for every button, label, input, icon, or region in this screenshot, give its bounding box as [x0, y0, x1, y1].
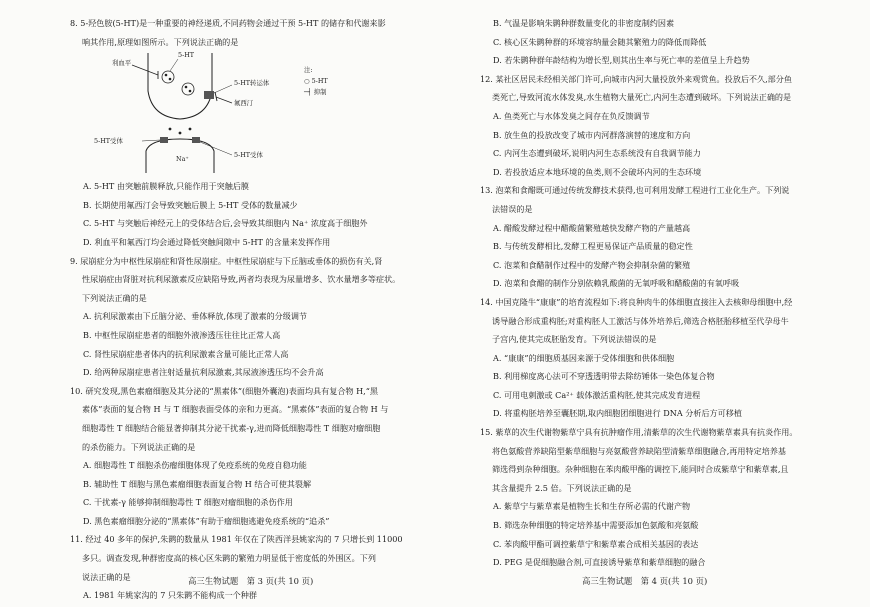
- question-text: 筛选得到杂种细胞。杂种细胞在苯肉酸甲酯的调控下,能同时合成紫草宁和紫草素,且: [492, 464, 789, 475]
- figure-label: 氟西汀: [234, 99, 254, 108]
- legend-item: ○ 5-HT: [304, 77, 328, 86]
- option: A. 细胞毒性 T 细胞杀伤瘤细胞体现了免疫系统的免疫自稳功能: [83, 460, 307, 471]
- option: C. 内河生态遭到破坏,说明内河生态系统没有自我调节能力: [493, 148, 701, 159]
- page-footer-left: 高三生物试题 第 3 页(共 10 页): [188, 576, 314, 586]
- option: B. 中枢性尿崩症患者的细胞外液渗透压往往比正常人高: [83, 329, 281, 340]
- question-text: 说法正确的是: [82, 571, 131, 582]
- option: B. 长期使用氟西汀会导致突触后膜上 5-HT 受体的数量减少: [83, 199, 298, 210]
- question-14: [480, 293, 832, 423]
- option: D. 给两种尿崩症患者注射适量抗利尿激素,其尿液渗透压均不会升高: [83, 367, 324, 378]
- option: D. 将重构胚培养至囊胚期,取内细胞团细胞进行 DNA 分析后方可移植: [493, 408, 742, 419]
- question-9: [70, 252, 422, 382]
- question-text: 将色氨酸营养缺陷型紫草细胞与亮氨酸营养缺陷型清紫草细胞融合,再用特定培养基: [492, 445, 786, 456]
- question-text: 素体”表面的复合物 H 与 T 细胞表面受体的亲和力更高。“黑素体”表面的复合物 H 与: [82, 404, 389, 415]
- option: B. 放生鱼的投放改变了城市内河群落演替的速度和方向: [493, 129, 691, 140]
- option: A. 抗利尿激素由下丘脑分泌、垂体释放,体现了激素的分级调节: [83, 311, 308, 322]
- option: A. 紫草宁与紫草素是植物生长和生存所必需的代谢产物: [493, 501, 691, 512]
- question-text: 子宫内,使其完成胚胎发育。下列说法错误的是: [492, 334, 657, 345]
- option: D. PEG 是促细胞融合剂,可直接诱导紫草和紫草细胞的融合: [493, 557, 706, 568]
- option: C. 核心区朱鹮种群的环境容纳量会随其繁殖力的降低而降低: [493, 36, 707, 47]
- question-text: 10. 研究发现,黑色素瘤细胞及其分泌的“黑素体”(细胞外囊泡)表面均具有复合物 H,“黑: [70, 385, 378, 396]
- question-text: 下列说法正确的是: [82, 292, 147, 303]
- option: C. 5-HT 与突触后神经元上的受体结合后,会导致其细胞内 Na⁺ 浓度高于细胞外: [83, 218, 368, 229]
- option: A. 醋酸发酵过程中醋酸菌繁殖越快发酵产物的产量越高: [493, 222, 691, 233]
- synapse-diagram: [94, 51, 420, 177]
- figure-label: 利血平: [112, 59, 132, 68]
- question-10: [70, 382, 422, 531]
- legend-item: ─┤ 抑制: [304, 88, 327, 97]
- option: B. 筛选杂种细胞的特定培养基中需要添加色氨酸和亮氨酸: [493, 520, 699, 531]
- option: D. 利血平和氟西汀均会通过降低突触间隙中 5-HT 的含量来发挥作用: [83, 236, 331, 247]
- option: D. 若朱鹮种群年龄结构为增长型,则其出生率与死亡率的差值呈上升趋势: [493, 55, 750, 66]
- question-text: 15. 紫草的次生代谢物紫草宁具有抗肿瘤作用,清紫草的次生代谢物紫草素具有抗炎作用。: [480, 427, 798, 438]
- right-page-column: [480, 14, 832, 572]
- question-text: 响其作用,原理如图所示。下列说法正确的是: [82, 36, 239, 47]
- question-text: 法错误的是: [492, 203, 533, 214]
- option: A. 鱼类死亡与水体发臭之间存在负反馈调节: [493, 110, 650, 121]
- figure-label: Na⁺: [176, 155, 189, 164]
- option: C. 泡菜和食醋制作过程中的发酵产物会抑制杂菌的繁殖: [493, 259, 691, 270]
- question-12: [480, 70, 832, 182]
- question-text: 多只。调查发现,种群密度高的核心区朱鹮的繁殖力明显低于密度低的外围区。下列: [82, 553, 376, 564]
- question-8: [70, 14, 422, 252]
- option: A. 5-HT 由突触前膜释放,只能作用于突触后膜: [83, 181, 249, 192]
- question-15: [480, 423, 832, 572]
- figure-legend: [304, 65, 328, 98]
- question-text: 13. 泡菜和食醋既可通过传统发酵技术获得,也可利用发酵工程进行工业化生产。下列说: [480, 185, 790, 196]
- option: B. 利用梯度离心法可不穿透透明带去除纺锤体一染色体复合物: [493, 371, 715, 382]
- question-text: 性尿崩症由肾脏对抗利尿激素反应缺陷导致,两者均表现为尿量增多、饮水量增多等症状。: [82, 274, 401, 285]
- question-text: 诱导融合形成重构胚;对重构胚人工激活与体外培养后,筛选合格胚胎移植至代孕母牛: [492, 315, 789, 326]
- left-page-column: [70, 14, 422, 605]
- figure-label: 5-HT转运体: [234, 79, 270, 88]
- option: D. 若投放适应本地环境的鱼类,则不会破坏内河的生态环境: [493, 166, 702, 177]
- option: D. 黑色素瘤细胞分泌的“黑素体”有助于瘤细胞逃避免疫系统的“追杀”: [83, 515, 330, 526]
- question-11-continued: [480, 14, 832, 70]
- option: C. 苯肉酸甲酯可调控紫草宁和紫草素合成相关基因的表达: [493, 538, 699, 549]
- option: B. 与传统发酵相比,发酵工程更易保证产品质量的稳定性: [493, 241, 693, 252]
- option: C. 干扰素-γ 能够抑制细胞毒性 T 细胞对瘤细胞的杀伤作用: [83, 497, 293, 508]
- question-text: 8. 5-羟色胺(5-HT)是一种重要的神经递质,不同药物会通过干预 5-HT 的储存和代谢来影: [70, 18, 386, 28]
- figure-label: 5-HT受体: [94, 137, 123, 146]
- question-11: [70, 530, 422, 604]
- question-text: 14. 中国克隆牛“康康”的培育流程如下:将良种肉牛的体细胞直接注入去核卵母细胞中,经: [480, 296, 793, 307]
- option: C. 肾性尿崩症患者体内的抗利尿激素含量可能比正常人高: [83, 348, 289, 359]
- question-text: 的杀伤能力。下列说法正确的是: [82, 441, 196, 452]
- question-text: 类死亡,导致河流水体发臭,水生植物大量死亡,内河生态遭到破坏。下列说法正确的是: [492, 92, 792, 103]
- question-text: 12. 某社区居民未经相关部门许可,向城市内河大量投放外来观赏鱼。投放后不久,部分鱼: [480, 73, 792, 84]
- option: B. 辅助性 T 细胞与黑色素瘤细胞表面复合物 H 结合可使其裂解: [83, 478, 312, 489]
- question-text: 细胞毒性 T 细胞结合能显著抑制其分泌干扰素-γ,进而降低细胞毒性 T 细胞对瘤细胞: [82, 422, 381, 433]
- question-text: 其含量提升 2.5 倍。下列说法正确的是: [492, 482, 632, 493]
- option: B. 气温是影响朱鹮种群数量变化的非密度制约因素: [493, 18, 675, 28]
- figure-label: 5-HT: [178, 51, 195, 60]
- option: A. “康康”的细胞质基因来源于受体细胞和供体细胞: [493, 352, 675, 363]
- question-13: [480, 181, 832, 293]
- option: C. 可用电刺激或 Ca²⁺ 载体激活重构胚,使其完成发育进程: [493, 389, 701, 400]
- legend-title: 注:: [304, 66, 313, 75]
- option: D. 泡菜和食醋的制作分别依赖乳酸菌的无氧呼吸和醋酸菌的有氧呼吸: [493, 278, 740, 289]
- question-text: 11. 经过 40 多年的保护,朱鹮的数量从 1981 年仅在了陕西洋县姚家沟的 7 只增长到 11000: [70, 534, 403, 545]
- figure-label: 5-HT受体: [234, 151, 263, 160]
- page-footer-right: 高三生物试题 第 4 页(共 10 页): [582, 576, 708, 586]
- option: A. 1981 年姚家沟的 7 只朱鹮不能构成一个种群: [83, 590, 257, 601]
- question-text: 9. 尿崩症分为中枢性尿崩症和肾性尿崩症。中枢性尿崩症与下丘脑或垂体的损伤有关,肾: [70, 255, 383, 266]
